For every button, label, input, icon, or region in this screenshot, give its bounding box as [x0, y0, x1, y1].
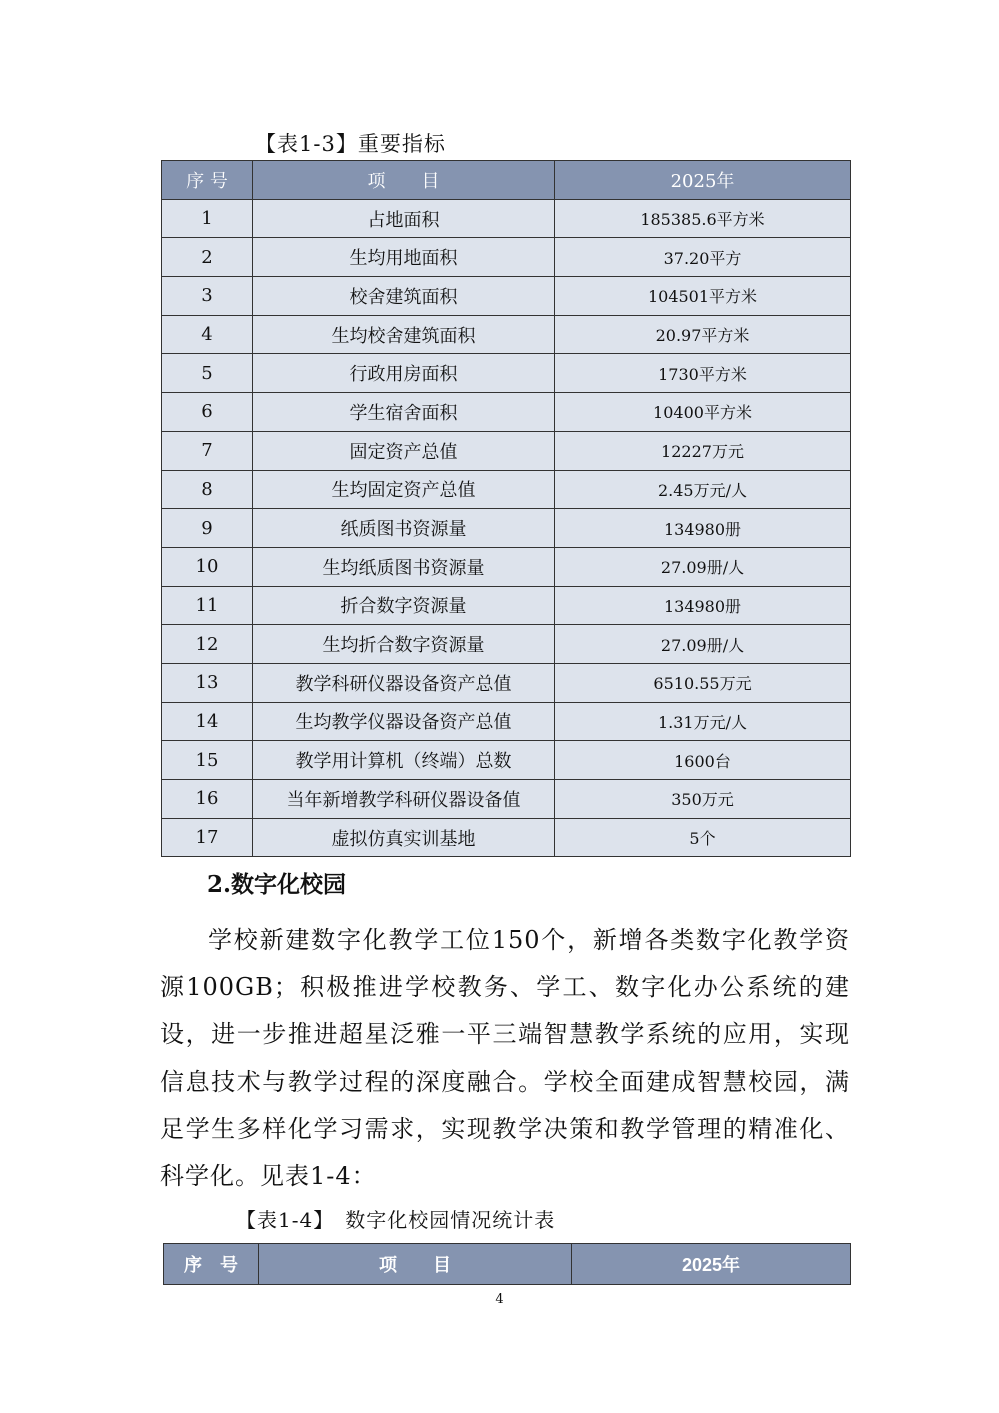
cell-index: 14	[162, 702, 253, 741]
cell-item: 生均校舍建筑面积	[253, 315, 555, 354]
cell-value: 27.09册/人	[555, 625, 851, 664]
table-header-row	[164, 1244, 851, 1285]
cell-value: 12227万元	[555, 431, 851, 470]
header-year: 2025年	[572, 1244, 851, 1285]
header-year: 2025年	[555, 161, 851, 200]
section-heading: 2.数字化校园	[207, 871, 347, 898]
page-number: 4	[495, 1292, 504, 1307]
cell-item: 教学用计算机（终端）总数	[253, 741, 555, 780]
cell-index: 5	[162, 354, 253, 393]
table-row	[162, 818, 851, 857]
table-row	[162, 393, 851, 432]
cell-value: 185385.6平方米	[555, 199, 851, 238]
cell-index: 6	[162, 393, 253, 432]
cell-index: 16	[162, 780, 253, 819]
cell-index: 12	[162, 625, 253, 664]
header-index: 序 号	[162, 161, 253, 200]
cell-item: 生均固定资产总值	[253, 470, 555, 509]
table-row	[162, 780, 851, 819]
cell-item: 生均纸质图书资源量	[253, 547, 555, 586]
table-row	[162, 663, 851, 702]
key-indicators-table	[161, 160, 851, 857]
cell-value: 1600台	[555, 741, 851, 780]
cell-index: 3	[162, 277, 253, 316]
table-row	[162, 199, 851, 238]
cell-index: 17	[162, 818, 253, 857]
cell-value: 1730平方米	[555, 354, 851, 393]
table-row	[162, 625, 851, 664]
cell-item: 学生宿舍面积	[253, 393, 555, 432]
header-index: 序 号	[164, 1244, 259, 1285]
table-row	[162, 547, 851, 586]
cell-value: 350万元	[555, 780, 851, 819]
cell-value: 134980册	[555, 509, 851, 548]
table-row	[162, 702, 851, 741]
table-row	[162, 238, 851, 277]
table-1-4-caption: 【表1-4】 数字化校园情况统计表	[236, 1208, 556, 1232]
cell-index: 10	[162, 547, 253, 586]
header-item: 项 目	[259, 1244, 572, 1285]
cell-value: 37.20平方	[555, 238, 851, 277]
cell-value: 10400平方米	[555, 393, 851, 432]
cell-value: 6510.55万元	[555, 663, 851, 702]
cell-item: 纸质图书资源量	[253, 509, 555, 548]
table-row	[162, 277, 851, 316]
table-row	[162, 354, 851, 393]
digital-campus-table	[163, 1243, 851, 1285]
cell-item: 占地面积	[253, 199, 555, 238]
cell-item: 当年新增教学科研仪器设备值	[253, 780, 555, 819]
table-row	[162, 470, 851, 509]
cell-item: 生均用地面积	[253, 238, 555, 277]
cell-index: 9	[162, 509, 253, 548]
cell-value: 104501平方米	[555, 277, 851, 316]
cell-value: 20.97平方米	[555, 315, 851, 354]
section-paragraph: 学校新建数字化教学工位150个，新增各类数字化教学资源100GB；积极推进学校教务、学工、数字化办公系统的建设，进一步推进超星泛雅一平三端智慧教学系统的应用，实现信息技术与教学过程的深度融合。学校全面建成智慧校园，满足学生多样化学习需求，实现教学决策和教学管理的精准化、科学化。见表1-4：	[160, 926, 850, 1191]
cell-value: 134980册	[555, 586, 851, 625]
table-header-row	[162, 161, 851, 200]
cell-value: 1.31万元/人	[555, 702, 851, 741]
cell-value: 2.45万元/人	[555, 470, 851, 509]
cell-item: 生均折合数字资源量	[253, 625, 555, 664]
cell-value: 27.09册/人	[555, 547, 851, 586]
cell-index: 11	[162, 586, 253, 625]
table-1-3-caption: 【表1-3】重要指标	[255, 132, 446, 156]
cell-item: 折合数字资源量	[253, 586, 555, 625]
cell-index: 13	[162, 663, 253, 702]
cell-item: 虚拟仿真实训基地	[253, 818, 555, 857]
table-row	[162, 586, 851, 625]
cell-index: 15	[162, 741, 253, 780]
cell-index: 7	[162, 431, 253, 470]
table-row	[162, 315, 851, 354]
header-item: 项 目	[253, 161, 555, 200]
cell-item: 行政用房面积	[253, 354, 555, 393]
cell-item: 校舍建筑面积	[253, 277, 555, 316]
cell-index: 8	[162, 470, 253, 509]
table-row	[162, 509, 851, 548]
cell-item: 教学科研仪器设备资产总值	[253, 663, 555, 702]
cell-index: 2	[162, 238, 253, 277]
cell-item: 固定资产总值	[253, 431, 555, 470]
cell-value: 5个	[555, 818, 851, 857]
table-row	[162, 431, 851, 470]
cell-index: 4	[162, 315, 253, 354]
table-row	[162, 741, 851, 780]
cell-index: 1	[162, 199, 253, 238]
cell-item: 生均教学仪器设备资产总值	[253, 702, 555, 741]
